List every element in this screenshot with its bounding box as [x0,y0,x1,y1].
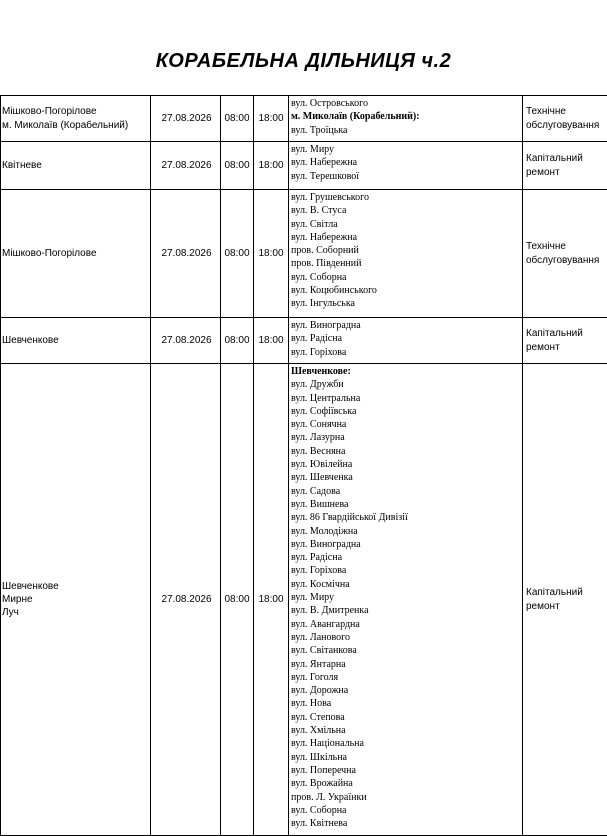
street-name: м. Миколаїв (Корабельний): [291,110,522,123]
street-name: вул. Виноградна [291,538,522,551]
street-name: вул. Сонячна [291,418,522,431]
work-type-text: Капітальний [526,586,607,599]
street-name: вул. Радісна [291,332,522,345]
street-name: вул. Коцюбинського [291,284,522,297]
street-name: вул. Набережна [291,231,522,244]
streets-cell [289,96,523,142]
street-name: вул. Горіхова [291,346,522,359]
street-name: вул. Світанкова [291,644,522,657]
street-name: пров. Соборний [291,244,522,257]
street-name: вул. Гоголя [291,671,522,684]
street-name: вул. Центральна [291,392,522,405]
street-name: вул. Весняна [291,445,522,458]
street-name: вул. Соборна [291,271,522,284]
work-type-text: ремонт [526,341,607,354]
location-name: м. Миколаїв (Корабельний) [2,119,150,132]
work-type-cell [523,190,607,318]
streets-cell [289,364,523,836]
location-cell [1,364,151,836]
streets-cell [289,318,523,364]
street-name: вул. Квітнева [291,817,522,830]
work-type-cell [523,318,607,364]
location-name: Луч [2,606,150,619]
work-type-text: Капітальний [526,152,607,165]
street-name: пров. Південний [291,257,522,270]
street-name: вул. Поперечна [291,764,522,777]
work-type-cell [523,96,607,142]
street-name: вул. Соборна [291,804,522,817]
location-name: Мішково-Погорілове [2,105,150,118]
street-name: вул. Космічна [291,578,522,591]
table-row [1,190,607,318]
location-name: Квітневе [2,159,150,172]
end-time-cell: 18:00 [254,364,289,836]
street-name: вул. Миру [291,143,522,156]
outage-schedule-table [0,95,607,836]
start-time-cell: 08:00 [221,142,254,190]
start-time-cell: 08:00 [221,318,254,364]
street-name: вул. Шевченка [291,471,522,484]
street-name: вул. Набережна [291,156,522,169]
start-time-cell: 08:00 [221,190,254,318]
work-type-text: Технічне [526,240,607,253]
street-name: вул. 86 Гвардійської Дивізії [291,511,522,524]
date-cell: 27.08.2026 [151,364,221,836]
location-cell [1,96,151,142]
street-name: вул. Софіївська [291,405,522,418]
table-row [1,142,607,190]
location-name: Шевченкове [2,334,150,347]
end-time-cell: 18:00 [254,142,289,190]
street-name: вул. Дружби [291,378,522,391]
street-name: вул. Виноградна [291,319,522,332]
street-name: вул. Ланового [291,631,522,644]
streets-cell [289,142,523,190]
table-row [1,364,607,836]
street-name: вул. В. Дмитренка [291,604,522,617]
street-name: вул. Островського [291,97,522,110]
work-type-cell [523,142,607,190]
schedule-body [1,96,607,836]
street-name: вул. Врожайна [291,777,522,790]
street-name: вул. Лазурна [291,431,522,444]
street-name: вул. Радісна [291,551,522,564]
street-name: вул. Терешкової [291,170,522,183]
street-name: вул. Ювілейна [291,458,522,471]
work-type-text: обслуговування [526,254,607,267]
streets-cell [289,190,523,318]
location-name: Шевченкове [2,580,150,593]
location-name: Мирне [2,593,150,606]
end-time-cell: 18:00 [254,318,289,364]
date-cell: 27.08.2026 [151,318,221,364]
street-name: вул. Шкільна [291,751,522,764]
location-cell [1,318,151,364]
street-name: вул. Нова [291,697,522,710]
work-type-text: Технічне [526,105,607,118]
location-cell [1,142,151,190]
street-name: вул. Хмільна [291,724,522,737]
street-name: вул. Інгульська [291,297,522,310]
street-name: вул. Троїцька [291,124,522,137]
street-name: вул. Дорожна [291,684,522,697]
work-type-cell [523,364,607,836]
street-name: пров. Л. Українки [291,791,522,804]
start-time-cell: 08:00 [221,364,254,836]
work-type-text: Капітальний [526,327,607,340]
street-name: вул. Степова [291,711,522,724]
street-name: вул. Авангардна [291,618,522,631]
work-type-text: ремонт [526,600,607,613]
work-type-text: обслуговування [526,119,607,132]
end-time-cell: 18:00 [254,190,289,318]
table-row [1,318,607,364]
end-time-cell: 18:00 [254,96,289,142]
date-cell: 27.08.2026 [151,190,221,318]
date-cell: 27.08.2026 [151,142,221,190]
date-cell: 27.08.2026 [151,96,221,142]
street-name: вул. Вишнева [291,498,522,511]
work-type-text: ремонт [526,166,607,179]
start-time-cell: 08:00 [221,96,254,142]
street-name: вул. Горіхова [291,564,522,577]
street-name: вул. Грушевського [291,191,522,204]
street-name: вул. Національна [291,737,522,750]
street-name: вул. Садова [291,485,522,498]
street-name: вул. Миру [291,591,522,604]
location-cell [1,190,151,318]
street-name: вул. Янтарна [291,658,522,671]
street-name: Шевченкове: [291,365,522,378]
street-name: вул. В. Стуса [291,204,522,217]
street-name: вул. Світла [291,218,522,231]
table-row [1,96,607,142]
street-name: вул. Молодіжна [291,525,522,538]
page-title: КОРАБЕЛЬНА ДІЛЬНИЦЯ ч.2 [0,50,607,73]
location-name: Мішково-Погорілове [2,247,150,260]
